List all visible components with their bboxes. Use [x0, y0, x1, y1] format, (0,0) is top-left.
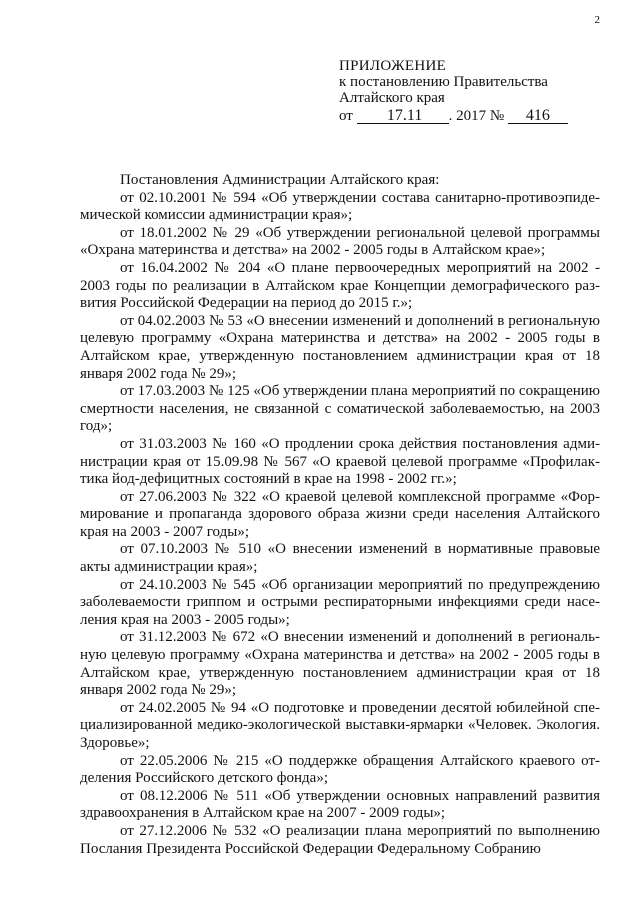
list-item: от 07.10.2003 № 510 «О внесении изменений в нормативные правовые акты администрации края»;: [80, 541, 600, 576]
appendix-line-1: к постановлению Правительства: [339, 74, 548, 90]
appendix-line-2: Алтайского края: [339, 90, 445, 106]
list-item: от 08.12.2006 № 511 «Об утверждении основных направлений развития здравоохранения в Алтайском крае на 2007 - 2009 годы»;: [80, 787, 600, 822]
list-item: от 24.02.2005 № 94 «О подготовке и проведении десятой юбилейной специализированной медико-экологической выставки-ярмарки «Человек. Экология. Здоровье»;: [80, 699, 600, 751]
list-item: от 24.10.2003 № 545 «Об организации мероприятий по предупреждению заболеваемости гриппом и острыми респираторными инфекциями среди населения края на 2003 - 2005 годы»;: [80, 576, 600, 628]
document-body: [80, 172, 600, 858]
list-item: от 17.03.2003 № 125 «Об утверждении плана мероприятий по сокращению смертности населения, не связанной с соматической заболеваемостью, на 2003 год»;: [80, 383, 600, 435]
list-item: от 31.03.2003 № 160 «О продлении срока действия постановления администрации края от 15.09.98 № 567 «О краевой целевой программе «Профилактика йод-дефицитных состояний в крае на 1998 - 2002 гг.»;: [80, 435, 600, 488]
intro-paragraph: Постановления Администрации Алтайского края:: [120, 172, 440, 188]
list-item: от 31.12.2003 № 672 «О внесении изменений и дополнений в региональную целевую программу «Охрана материнства и детства» на 2002 - 2005 годы в Алтайском крае, утвержденную постановлением администрации края от 18 января 2002 года № 29»;: [80, 629, 600, 699]
resolution-date: 17.11: [357, 109, 449, 124]
list-item: от 27.12.2006 № 532 «О реализации плана мероприятий по выполнению Послания Президента Российской Федерации Федеральному Собранию: [80, 822, 600, 857]
list-item: от 02.10.2001 № 594 «Об утверждении состава санитарно-противоэпидемической комиссии администрации края»;: [80, 189, 600, 224]
list-item: от 16.04.2002 № 204 «О плане первоочередных мероприятий на 2002 - 2003 годы по реализации в Алтайском крае Концепции демографического развития Российской Федерации на период до 2015 г.»;: [80, 259, 600, 312]
appendix-header: [339, 58, 619, 124]
appendix-title: ПРИЛОЖЕНИЕ: [339, 58, 447, 74]
list-item: от 27.06.2003 № 322 «О краевой целевой комплексной программе «Формирование и пропаганда здорового образа жизни среди населения Алтайского края на 2003 - 2007 годы»;: [80, 488, 600, 540]
appendix-dateline: [339, 108, 619, 124]
list-item: от 22.05.2006 № 215 «О поддержке обращения Алтайского краевого отделения Российского детского фонда»;: [80, 752, 600, 787]
page-number: 2: [594, 14, 600, 26]
list-item: от 04.02.2003 № 53 «О внесении изменений и дополнений в региональную целевую программу «Охрана материнства и детства» на 2002 - 2005 годы в Алтайском крае, утвержденную постановлением администрации края от 18 января 2002 года № 29»;: [80, 312, 600, 382]
resolution-number: 416: [508, 109, 568, 124]
resolution-year: . 2017 №: [448, 108, 505, 124]
list-item: от 18.01.2002 № 29 «Об утверждении региональной целевой программы «Охрана материнства и детства» на 2002 - 2005 годы в Алтайском крае»;: [80, 224, 600, 259]
from-label: от: [339, 108, 353, 124]
